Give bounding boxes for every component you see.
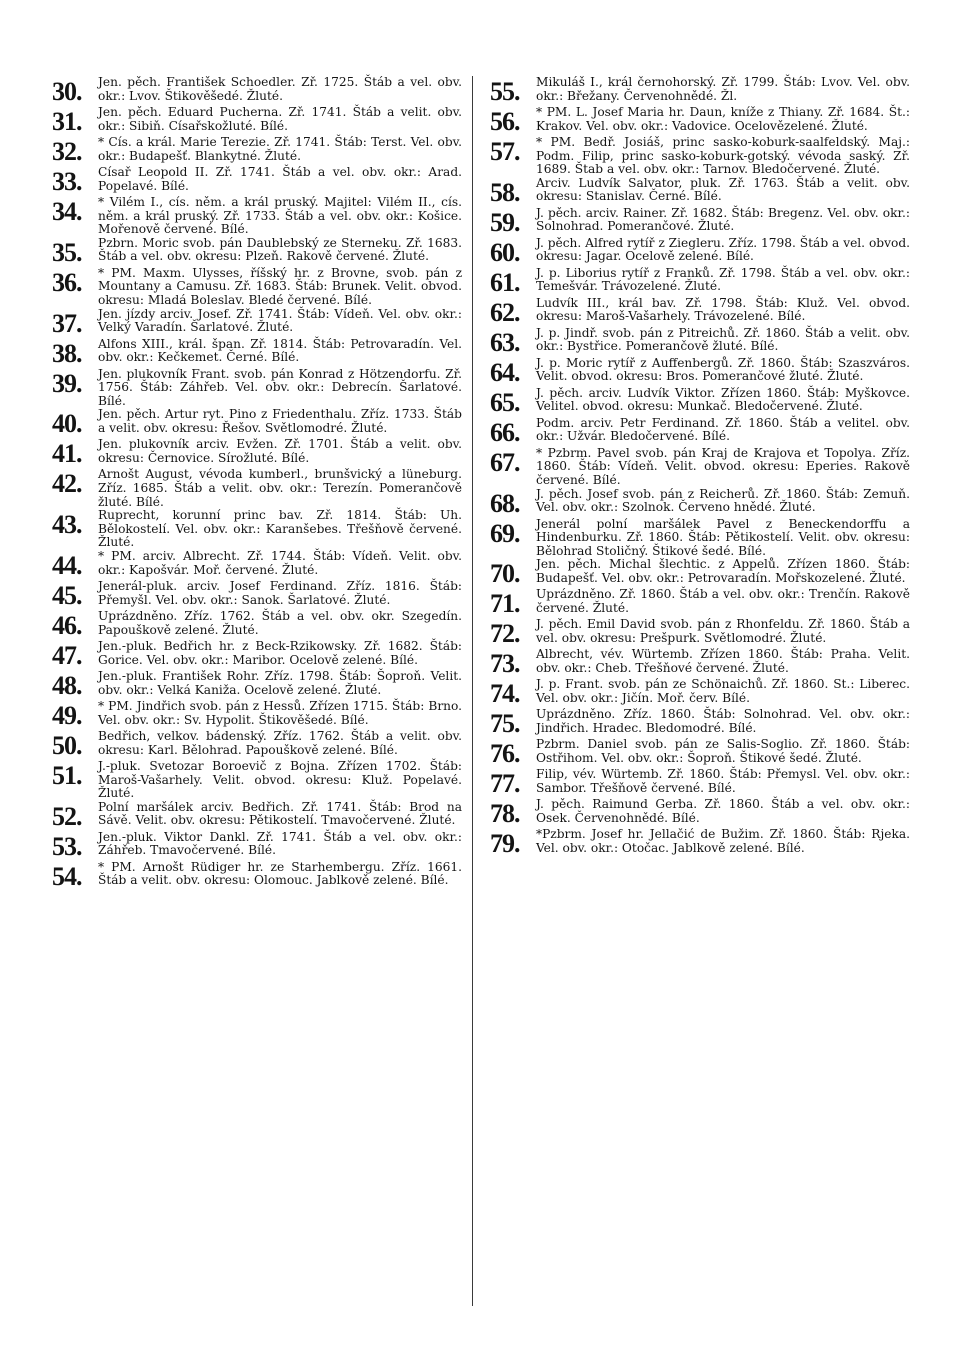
regiment-entry (52, 700, 462, 730)
regiment-text: Jen.-pluk. Viktor Dankl. Zř. 1741. Štáb a vel. obv. okr.: Záhřeb. Tmavočervené. Bílé. (98, 829, 462, 858)
regiment-number: 31. (52, 107, 82, 136)
regiment-text: J. pěch. Raimund Gerba. Zř. 1860. Štáb a vel. obv. okr.: Osek. Červenohnědé. Bílé. (536, 797, 910, 825)
regiment-entry (52, 438, 462, 468)
regiment-number: 61. (490, 267, 520, 297)
regiment-entry (490, 136, 910, 177)
regiment-number: 46. (52, 610, 82, 640)
regiment-entry (490, 297, 910, 327)
regiment-number: 30. (52, 77, 82, 106)
regiment-text: J. pěch. Josef svob. pán z Reicherů. Zř. 1860. Štáb: Zemuň. Vel. obv. okr.: Szolnok. Červeno hnědé. Žluté. (536, 486, 910, 515)
regiment-entry (52, 640, 462, 670)
regiment-number: 77. (490, 769, 520, 799)
regiment-text: J.-pluk. Svetozar Boroevič z Bojna. Zřízen 1702. Štáb: Maroš-Vašarhely. Velit. obvod. okresu: Kluž. Popelavé. Žluté. (98, 758, 462, 801)
regiment-text: Pzbrn. Moric svob. pán Daublebský ze Sterneku. Zř. 1683. Štáb a vel. obv. okresu: Plzeň. Rakově červené. Žluté. (98, 235, 462, 264)
regiment-entry (52, 237, 462, 267)
regiment-text: Jen. plukovník Frant. svob. pán Konrad z Hötzendorfu. Zř. 1756. Štáb: Záhřeb. Vel. obv. okr.: Debrecín. Šarlatové. Bílé. (98, 366, 462, 408)
regiment-number: 76. (490, 739, 520, 769)
regiment-number: 37. (52, 308, 82, 338)
regiment-text: Uprázdněno. Zř. 1860. Štáb a vel. obv. okr.: Trenčín. Rakově červené. Žluté. (536, 587, 910, 615)
regiment-text: * Cís. a král. Marie Terezie. Zř. 1741. Štáb: Terst. Vel. obv. okr.: Budapešť. Blankytné. Žluté. (98, 135, 462, 163)
regiment-number: 73. (490, 649, 520, 679)
regiment-entry (490, 798, 910, 828)
regiment-number: 72. (490, 619, 520, 649)
regiment-number: 47. (52, 640, 82, 670)
regiment-entry (490, 267, 910, 297)
regiment-entry (490, 106, 910, 136)
regiment-text: J. pěch. Emil David svob. pán z Rhonfeldu. Zř. 1860. Štáb a vel. obv. okresu: Prešpurk. Světlomodré. Žluté. (536, 617, 910, 645)
regiment-text: J. pěch. arciv. Ludvík Viktor. Zřízen 1860. Štáb: Myškovce. Velitel. obvod. okresu: Munkač. Bledočervené. Žluté. (536, 385, 910, 414)
regiment-text: Arnošt August, vévoda kumberl., brunšvický a lüneburg. Zříz. 1685. Štáb a velit. obv. okr.: Terezín. Pomerančově žluté. Bílé. (98, 467, 462, 509)
regiment-number: 43. (52, 510, 82, 540)
regiment-number: 42. (52, 469, 82, 499)
regiment-text: * PM. Jindřich svob. pán z Hessů. Zřízen 1715. Štáb: Brno. Vel. obv. okr.: Sv. Hypolit. Štikověšedé. Bílé. (98, 698, 462, 727)
regiment-number: 48. (52, 670, 82, 700)
regiment-entry (490, 357, 910, 387)
regiment-entry (490, 76, 910, 106)
regiment-entry (490, 327, 910, 357)
regiment-entry (52, 509, 462, 550)
regiment-number: 39. (52, 368, 82, 398)
regiment-entry (52, 861, 462, 891)
regiment-text: Uprázdněno. Zříz. 1762. Štáb a vel. obv. okr. Szegedín. Papouškově zelené. Žluté. (98, 608, 462, 637)
regiment-entry (52, 368, 462, 409)
column-divider (472, 76, 473, 1306)
regiment-text: * PM. arciv. Albrecht. Zř. 1744. Štáb: Vídeň. Velit. obv. okr.: Kapošvár. Moř. červené. Žluté. (98, 548, 462, 577)
regiment-number: 74. (490, 679, 520, 709)
regiment-text: Jen. pěch. František Schoedler. Zř. 1725. Štáb a vel. obv. okr.: Lvov. Štikověšedé. Žluté. (98, 75, 462, 103)
regiment-text: J. p. Jindř. svob. pán z Pitreichů. Zř. 1860. Štáb a velit. obv. okr.: Bystřice. Pomerančově žluté. Bílé. (536, 325, 910, 354)
regiment-text: Jen. pěch. Artur ryt. Pino z Friedenthalu. Zříz. 1733. Štáb a velit. obv. okresu: Řešov. Světlomodré. Žluté. (98, 407, 462, 435)
regiment-text: Jenerál polní maršálek Pavel z Beneckendorffu a Hindenburku. Zř. 1860. Štáb: Pětikostelí. Velit. obv. okresu: Bělohrad Stoličný. Štikové šedé. Bílé. (536, 516, 910, 558)
regiment-entry (52, 550, 462, 580)
regiment-entry (490, 648, 910, 678)
regiment-number: 58. (490, 177, 520, 207)
regiment-text: J. p. Moric rytíř z Auffenbergů. Zř. 1860. Štáb: Szaszváros. Velit. obvod. okresu: Bros. Pomerančové žluté. Žluté. (536, 355, 910, 384)
regiment-entry (52, 166, 462, 196)
regiment-number: 62. (490, 297, 520, 327)
regiment-text: * Pzbrm. Pavel svob. pán Kraj de Krajova et Topolya. Zříz. 1860. Štáb: Vídeň. Velit. obvod. okresu: Eperies. Rakově červené. Bílé. (536, 445, 910, 487)
regiment-entry (52, 106, 462, 136)
regiment-entry (52, 76, 462, 106)
regiment-text: Pzbrm. Daniel svob. pán ze Salis-Soglio. Zř. 1860. Štáb: Ostřihom. Vel. obv. okr.: Šoproň. Štikové šedé. Žluté. (536, 737, 910, 765)
regiment-number: 36. (52, 267, 82, 297)
regiment-text: J. pěch. Alfred rytíř z Ziegleru. Zříz. 1798. Štáb a vel. obvod. okresu: Jagar. Ocelově zelené. Bílé. (536, 235, 910, 264)
regiment-entry (490, 618, 910, 648)
regiment-entry (52, 670, 462, 700)
regiment-number: 69. (490, 518, 520, 548)
regiment-number: 38. (52, 338, 82, 368)
regiment-number: 34. (52, 197, 82, 226)
regiment-number: 56. (490, 107, 520, 136)
regiment-number: 57. (490, 137, 520, 166)
regiment-text: * PM. Arnošt Rüdiger hr. ze Starhembergu. Zříz. 1661. Štáb a velit. obv. okresu: Olomouc. Jablkově zelené. Bílé. (98, 859, 462, 888)
regiment-text: * Vilém I., cís. něm. a král pruský. Majitel: Vilém II., cís. něm. a král pruský. Zř. 1733. Štáb a vel. obv. okr.: Košice. Mořenově červené. Bílé. (98, 195, 462, 237)
regiment-text: Mikuláš I., král černohorský. Zř. 1799. Štáb: Lvov. Vel. obv. okr.: Břežany. Červenohnědé. Žl. (536, 75, 910, 103)
regiment-number: 45. (52, 580, 82, 610)
regiment-number: 41. (52, 439, 82, 469)
regiment-text: Bedřich, velkov. bádenský. Zříz. 1762. Štáb a velit. obv. okresu: Karl. Bělohrad. Papouškově zelené. Bílé. (98, 728, 462, 757)
regiment-text: Jen.-pluk. Bedřich hr. z Beck-Rzikowsky. Zř. 1682. Štáb: Gorice. Vel. obv. okr.: Maribor. Ocelově zelené. Bílé. (98, 638, 462, 667)
regiment-text: Filip, vév. Würtemb. Zř. 1860. Štáb: Přemysl. Vel. obv. okr.: Sambor. Třešňově červené. Bílé. (536, 767, 910, 795)
regiment-entry (52, 580, 462, 610)
regiment-entry (490, 387, 910, 417)
regiment-text: Uprázdněno. Zříz. 1860. Štáb: Solnohrad. Vel. obv. okr.: Jindřich. Hradec. Bledomodré. Bílé. (536, 707, 910, 735)
regiment-number: 32. (52, 137, 82, 166)
regiment-number: 55. (490, 77, 520, 106)
regiment-entry (52, 196, 462, 237)
regiment-number: 60. (490, 237, 520, 267)
regiment-entry (52, 468, 462, 509)
regiment-entry (490, 708, 910, 738)
left-column (52, 76, 462, 891)
regiment-text: Ruprecht, korunní princ bav. Zř. 1814. Štáb: Uh. Bělokostelí. Vel. obv. okr.: Karanšebes. Třešňově červené. Žluté. (98, 508, 462, 550)
regiment-entry (490, 738, 910, 768)
regiment-text: Podm. arciv. Petr Ferdinand. Zř. 1860. Štáb a velitel. obv. okr.: Užvár. Bledočervené. Bílé. (536, 415, 910, 444)
regiment-entry (52, 831, 462, 861)
regiment-number: 70. (490, 559, 520, 589)
regiment-number: 35. (52, 237, 82, 267)
regiment-entry (490, 447, 910, 488)
regiment-number: 68. (490, 488, 520, 518)
regiment-text: Jenerál-pluk. arciv. Josef Ferdinand. Zříz. 1816. Štáb: Přemyšl. Vel. obv. okr.: Sanok. Šarlatové. Žluté. (98, 578, 462, 607)
regiment-number: 33. (52, 167, 82, 196)
regiment-text: Arciv. Ludvík Salvator, pluk. Zř. 1763. Štáb a velit. obv. okresu: Stanislav. Černé. Bílé. (536, 175, 910, 204)
regiment-number: 50. (52, 730, 82, 760)
regiment-number: 44. (52, 550, 82, 580)
regiment-entry (490, 488, 910, 518)
regiment-number: 66. (490, 417, 520, 447)
regiment-number: 52. (52, 801, 82, 831)
regiment-entry (490, 177, 910, 207)
regiment-entry (490, 588, 910, 618)
regiment-number: 75. (490, 709, 520, 739)
regiment-text: J. p. Frant. svob. pán ze Schönaichů. Zř. 1860. St.: Liberec. Vel. obv. okr.: Jičín. Moř. červ. Bílé. (536, 677, 910, 705)
regiment-entry (490, 237, 910, 267)
regiment-text: J. pěch. arciv. Rainer. Zř. 1682. Štáb: Bregenz. Vel. obv. okr.: Solnohrad. Pomerančové. Žluté. (536, 205, 910, 234)
regiment-text: Jen. plukovník arciv. Evžen. Zř. 1701. Štáb a velit. obv. okresu: Černovice. Sírožluté. Bílé. (98, 437, 462, 465)
regiment-entry (490, 518, 910, 559)
regiment-text: * PM. L. Josef Maria hr. Daun, kníže z Thiany. Zř. 1684. Št.: Krakov. Vel. obv. okr.: Vadovice. Ocelovězelené. Žluté. (536, 105, 910, 133)
regiment-entry (52, 136, 462, 166)
regiment-number: 59. (490, 207, 520, 237)
regiment-entry (490, 558, 910, 588)
right-column (490, 76, 910, 858)
regiment-entry (52, 408, 462, 438)
regiment-text: Jen. jízdy arciv. Josef. Zř. 1741. Štáb: Vídeň. Vel. obv. okr.: Velký Varadín. Šarlatové. Žluté. (98, 306, 462, 335)
regiment-number: 65. (490, 387, 520, 417)
regiment-number: 51. (52, 760, 82, 790)
regiment-entry (52, 730, 462, 760)
regiment-text: Albrecht, vév. Würtemb. Zřízen 1860. Štáb: Praha. Velit. obv. okr.: Cheb. Třešňové červené. Žluté. (536, 647, 910, 675)
regiment-number: 63. (490, 327, 520, 357)
regiment-number: 79. (490, 829, 520, 859)
regiment-text: Polní maršálek arciv. Bedřich. Zř. 1741. Štáb: Brod na Sávě. Velit. obv. okresu: Pětikostelí. Tmavočervené. Žluté. (98, 799, 462, 828)
regiment-number: 54. (52, 861, 82, 891)
regiment-text: *Pzbrm. Josef hr. Jellačić de Bužim. Zř. 1860. Štáb: Rjeka. Vel. obv. okr.: Otočac. Jablkově zelené. Bílé. (536, 827, 910, 855)
regiment-entry (52, 801, 462, 831)
regiment-text: * PM. Maxm. Ulysses, říšský hr. z Brovne, svob. pán z Mountany a Camusu. Zř. 1683. Štáb: Brunek. Velit. obvod. okresu: Mladá Boleslav. Bledé červené. Bílé. (98, 265, 462, 307)
regiment-number: 53. (52, 831, 82, 861)
regiment-text: Ludvík III., král bav. Zř. 1798. Štáb: Kluž. Vel. obvod. okresu: Maroš-Vašarhely. Trávozelené. Bílé. (536, 295, 910, 324)
regiment-number: 71. (490, 589, 520, 619)
regiment-text: Jen. pěch. Eduard Pucherna. Zř. 1741. Štáb a velit. obv. okr.: Sibiň. Císařskožluté. Bílé. (98, 105, 462, 133)
regiment-entry (490, 768, 910, 798)
regiment-number: 67. (490, 447, 520, 477)
regiment-entry (52, 308, 462, 338)
regiment-number: 49. (52, 700, 82, 730)
regiment-text: Alfons XIII., král. špan. Zř. 1814. Štáb: Petrovaradín. Vel. obv. okr.: Kečkemet. Černé. Bílé. (98, 336, 462, 365)
regiment-text: * PM. Bedř. Josiáš, princ sasko-koburk-saalfeldský. Maj.: Podm. Filip, princ sasko-koburk-gotský. vévoda saský. Zř. 1689. Štab a vel. obv. okr.: Tarnov. Bledočervené. Žluté. (536, 135, 910, 177)
regiment-entry (52, 267, 462, 308)
regiment-entry (490, 828, 910, 858)
regiment-entry (52, 760, 462, 801)
regiment-text: Jen. pěch. Michal šlechtic. z Appelů. Zřízen 1860. Štáb: Budapešť. Vel. obv. okr.: Petrovaradín. Mořskozelené. Žluté. (536, 557, 910, 585)
regiment-entry (490, 417, 910, 447)
regiment-text: Jen.-pluk. František Rohr. Zříz. 1798. Štáb: Šoproň. Velit. obv. okr.: Velká Kaniža. Ocelově zelené. Žluté. (98, 668, 462, 697)
regiment-number: 40. (52, 409, 82, 439)
regiment-entry (52, 610, 462, 640)
regiment-text: Císař Leopold II. Zř. 1741. Štáb a vel. obv. okr.: Arad. Popelavé. Bílé. (98, 165, 462, 193)
regiment-entry (490, 207, 910, 237)
regiment-number: 78. (490, 799, 520, 829)
regiment-entry (52, 338, 462, 368)
regiment-number: 64. (490, 357, 520, 387)
regiment-text: J. p. Liborius rytíř z Franků. Zř. 1798. Štáb a vel. obv. okr.: Temešvár. Trávozelené. Žluté. (536, 265, 910, 294)
regiment-entry (490, 678, 910, 708)
